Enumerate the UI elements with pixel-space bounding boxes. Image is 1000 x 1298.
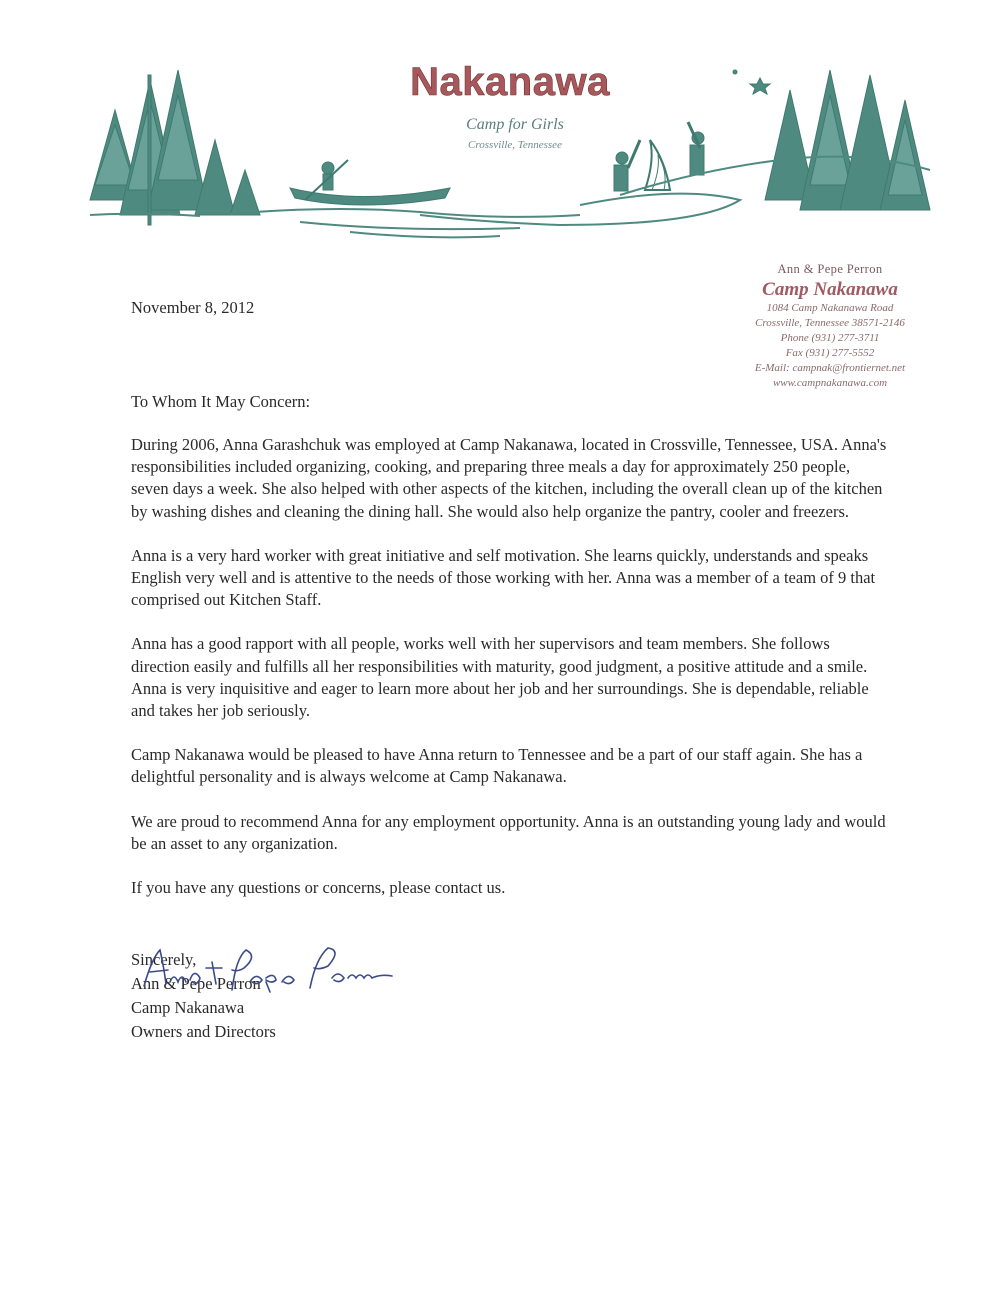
logo-tagline: Camp for Girls xyxy=(466,116,564,133)
contact-city: Crossville, Tennessee 38571-2146 xyxy=(755,317,905,329)
star-icon xyxy=(750,78,770,94)
letter-paragraph: During 2006, Anna Garashchuk was employed at Camp Nakanawa, located in Crossville, Tennessee, USA. Anna's responsibilities included organizing, cooking, and preparing three meals a day for approximately 250 people, seven days a week. She also helped with other aspects of the kitchen, including the overall clean up of the kitchen by washing dishes and cleaning the dining hall. She would also help organize the pantry, cooler and freezers. xyxy=(131,435,887,521)
letter-paragraph: If you have any questions or concerns, please contact us. xyxy=(131,878,506,898)
contact-camp-name: Camp Nakanawa xyxy=(762,279,898,300)
contact-address: 1084 Camp Nakanawa Road xyxy=(766,302,894,314)
letter-body xyxy=(131,434,891,921)
letterhead xyxy=(0,0,1000,250)
camper-figure-icon xyxy=(616,152,628,164)
camp-logo: Nakanawa xyxy=(410,60,610,104)
letter-paragraph: Anna has a good rapport with all people, works well with her supervisors and team members. She follows direction easily and fulfills all her responsibilities with maturity, good judgment, a positive attitude and a smile. Anna is very inquisitive and eager to learn more about her job and her surroundings. She is dependable, reliable and takes her job seriously. xyxy=(131,634,869,721)
contact-block xyxy=(720,262,940,391)
letter-paragraph: Anna is a very hard worker with great initiative and self motivation. She learns quickly, understands and speaks English very well and is attentive to the needs of those working with her. Anna was a member of a team of 9 that comprised out Kitchen Staff. xyxy=(131,545,876,610)
letter-paragraph: Camp Nakanawa would be pleased to have Anna return to Tennessee and be a part of our staff again. She has a delightful personality and is always welcome at Camp Nakanawa. xyxy=(131,745,863,787)
contact-fax: Fax (931) 277-5552 xyxy=(785,347,875,359)
letter-paragraph: We are proud to recommend Anna for any employment opportunity. Anna is an outstanding young lady and would be an asset to any organization. xyxy=(131,811,886,853)
closing-phrase: Sincerely, xyxy=(131,950,197,969)
contact-email: E-Mail: campnak@frontiernet.net xyxy=(754,362,906,374)
signer-org: Camp Nakanawa xyxy=(131,998,245,1017)
logo-place: Crossville, Tennessee xyxy=(468,139,562,151)
letter-date: November 8, 2012 xyxy=(131,298,255,317)
signer-title: Owners and Directors xyxy=(131,1022,276,1041)
pine-tree-icon xyxy=(230,170,260,215)
handwritten-signature xyxy=(132,938,422,1013)
contact-phone: Phone (931) 277-3711 xyxy=(780,332,880,344)
signer-names: Ann & Pepe Perron xyxy=(131,974,261,993)
contact-owners: Ann & Pepe Perron xyxy=(777,262,883,276)
star-icon xyxy=(733,70,737,74)
contact-website: www.campnakanawa.com xyxy=(772,377,888,389)
letter-salutation: To Whom It May Concern: xyxy=(131,392,311,411)
